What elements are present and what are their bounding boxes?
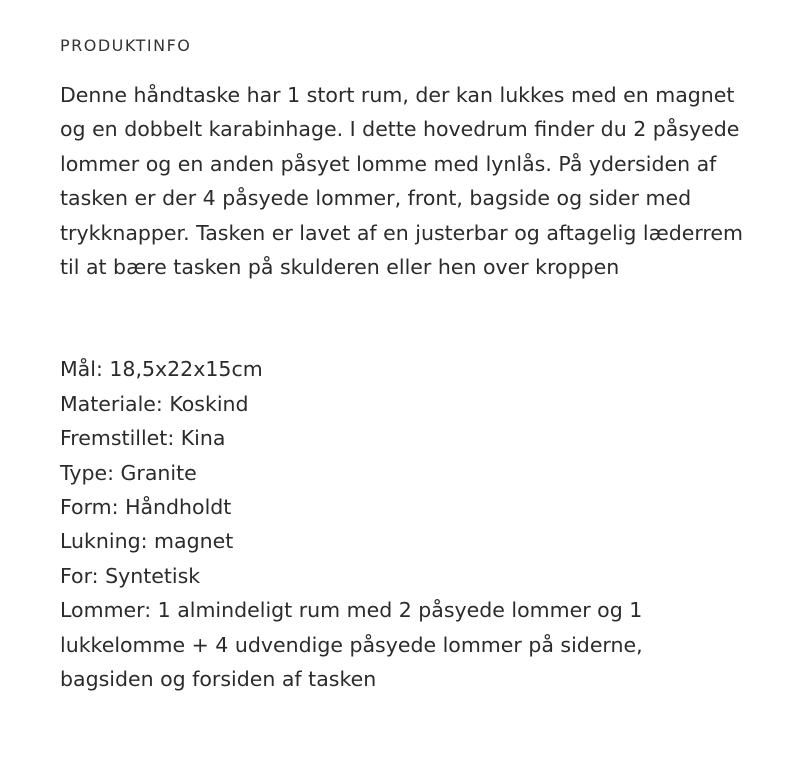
spec-origin: Fremstillet: Kina (60, 426, 226, 451)
section-spacer (60, 284, 748, 352)
product-description: Denne håndtaske har 1 stort rum, der kan lukkes med en magnet og en dobbelt karabinhage. I dette hovedrum finder du 2 påsyede lommer og en anden påsyet lomme med lynlås. På ydersiden af tasken er der 4 påsyede lommer, front, bagside og sider med trykknapper. Tasken er lavet af en justerbar og aftagelig læderrem til at bære tasken på skulderen eller hen over kroppen (60, 83, 743, 280)
spec-closure: Lukning: magnet (60, 529, 234, 554)
spec-material: Materiale: Koskind (60, 391, 249, 416)
spec-list (60, 352, 740, 696)
spec-shape: Form: Håndholdt (60, 495, 232, 520)
spec-type: Type: Granite (60, 460, 197, 485)
spec-dimensions: Mål: 18,5x22x15cm (60, 357, 263, 382)
section-heading: PRODUKTINFO (60, 36, 192, 55)
spec-pockets: Lommer: 1 almindeligt rum med 2 påsyede lommer og 1 lukkelomme + 4 udvendige påsyede lommer på siderne, bagsiden og forsiden af tasken (60, 598, 643, 692)
spec-lining: For: Syntetisk (60, 563, 201, 588)
